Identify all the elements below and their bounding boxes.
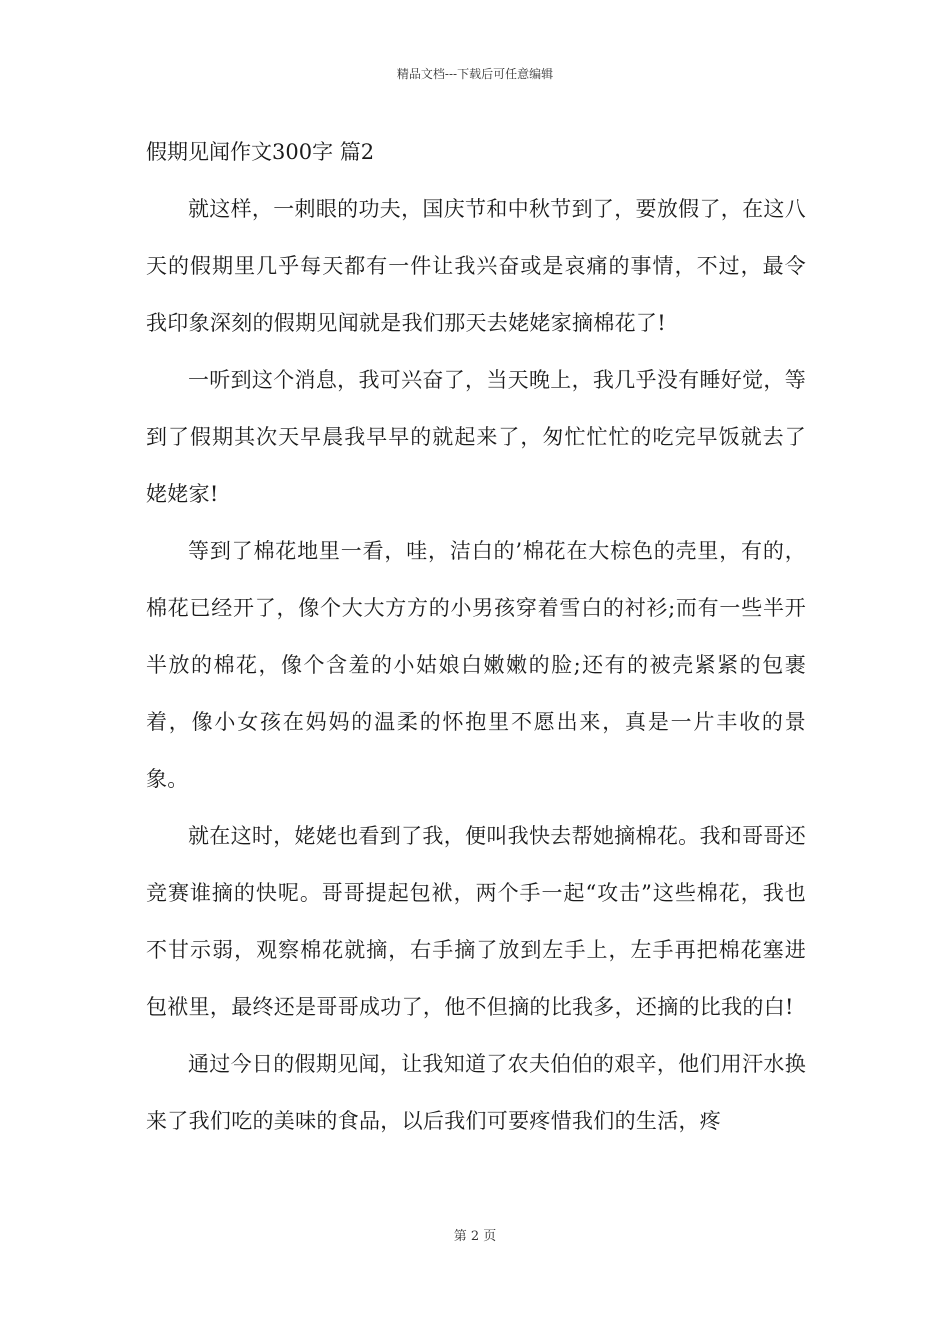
paragraph: 一听到这个消息，我可兴奋了，当天晚上，我几乎没有睡好觉，等到了假期其次天早晨我早早的就起来了，匆忙忙忙的吃完早饭就去了姥姥家! <box>146 368 806 506</box>
essay-body <box>146 181 806 1150</box>
page-header: 精品文档---下载后可任意编辑 <box>396 67 554 81</box>
paragraph: 通过今日的假期见闻，让我知道了农夫伯伯的艰辛，他们用汗水换来了我们吃的美味的食品，以后我们可要疼惜我们的生活，疼 <box>146 1052 806 1133</box>
paragraph: 等到了棉花地里一看，哇，洁白的’棉花在大棕色的壳里，有的，棉花已经开了，像个大大方方的小男孩穿着雪白的衬衫;而有一些半开半放的棉花，像个含羞的小姑娘白嫩嫩的脸;还有的被壳紧紧的包裹着，像小女孩在妈妈的温柔的怀抱里不愿出来，真是一片丰收的景象。 <box>146 539 806 791</box>
essay-title: 假期见闻作文300字 篇2 <box>146 140 375 164</box>
paragraph: 就在这时，姥姥也看到了我，便叫我快去帮她摘棉花。我和哥哥还竞赛谁摘的快呢。哥哥提起包袱，两个手一起“攻击”这些棉花，我也不甘示弱，观察棉花就摘，右手摘了放到左手上，左手再把棉花塞进包袱里，最终还是哥哥成功了，他不但摘的比我多，还摘的比我的白! <box>146 824 806 1019</box>
page-number: 第 2 页 <box>453 1229 497 1244</box>
paragraph: 就这样，一刺眼的功夫，国庆节和中秋节到了，要放假了，在这八天的假期里几乎每天都有一件让我兴奋或是哀痛的事情，不过，最令我印象深刻的假期见闻就是我们那天去姥姥家摘棉花了! <box>146 197 806 335</box>
